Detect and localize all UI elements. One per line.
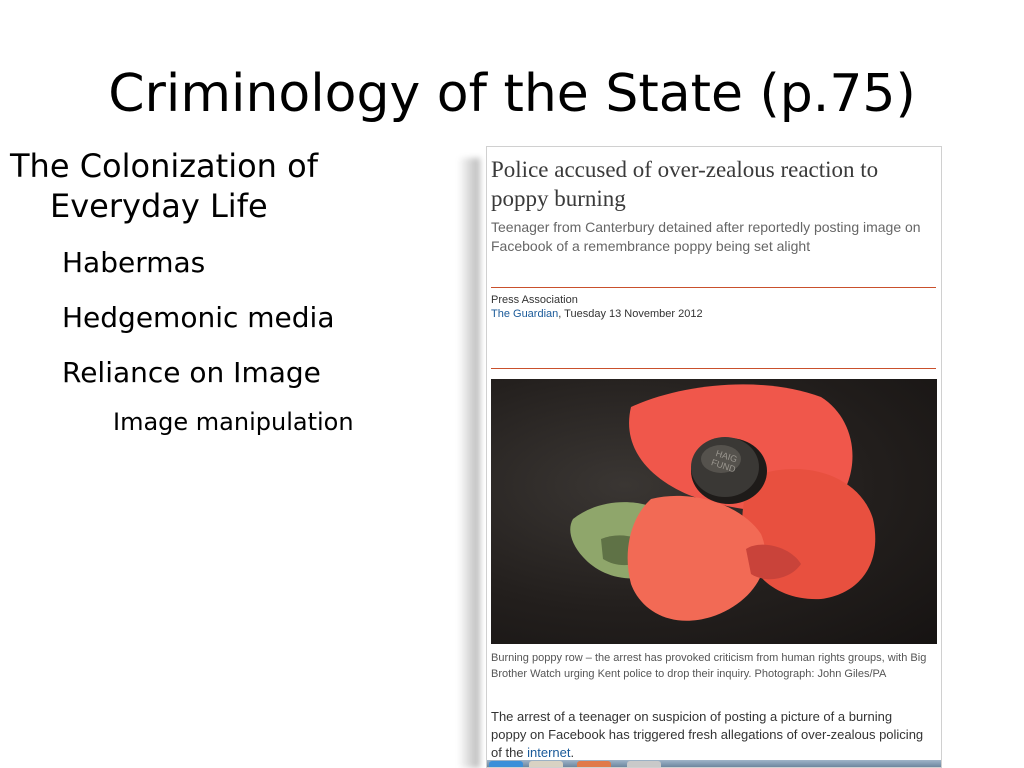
body-text-part1: The arrest of a teenager on suspicion of posting a picture of a burning poppy on Facebook has triggered fresh allegations of over-zealous policing of the [491, 709, 924, 760]
publication-link[interactable]: The Guardian [491, 308, 559, 320]
news-clipping [486, 146, 942, 768]
taskbar-button-4[interactable] [627, 761, 661, 768]
bullet-colonization: The Colonization of Everyday Life [10, 147, 318, 225]
bullet-image-manipulation: Image manipulation [113, 408, 354, 436]
bullet-reliance-on-image: Reliance on Image [62, 356, 321, 389]
slide-title: Criminology of the State (p.75) [108, 64, 916, 124]
taskbar-button-3[interactable] [577, 761, 611, 768]
article-agency: Press Association [491, 294, 578, 306]
taskbar-button-1[interactable] [489, 761, 523, 768]
bullet-hegemonic-media: Hedgemonic media [62, 301, 335, 334]
bullet-list [10, 146, 440, 437]
poppy-centre-text: HAIG FUND [710, 448, 739, 475]
article-headline: Police accused of over-zealous reaction to poppy burning [491, 157, 879, 211]
poppy-illustration [491, 379, 937, 644]
divider-bottom [491, 368, 936, 369]
clipping-shadow [458, 158, 480, 768]
article-dateline [491, 307, 703, 322]
poppy-petal-right [742, 469, 875, 599]
article-standfirst: Teenager from Canterbury detained after reportedly posting image on Facebook of a remembrance poppy being set alight [491, 219, 921, 254]
article-body [491, 708, 931, 762]
bullet-habermas: Habermas [62, 246, 206, 279]
internet-link[interactable]: internet [527, 745, 571, 760]
divider-top [491, 287, 936, 288]
photo-caption: Burning poppy row – the arrest has provoked criticism from human rights groups, with Big Brother Watch urging Kent police to drop their inquiry. Photograph: John Giles/PA [491, 652, 927, 680]
windows-taskbar [487, 760, 942, 768]
body-text-part2: . [570, 745, 575, 760]
poppy-photo [491, 379, 937, 644]
article-date: , Tuesday 13 November 2012 [558, 308, 703, 320]
taskbar-button-2[interactable] [529, 761, 563, 768]
